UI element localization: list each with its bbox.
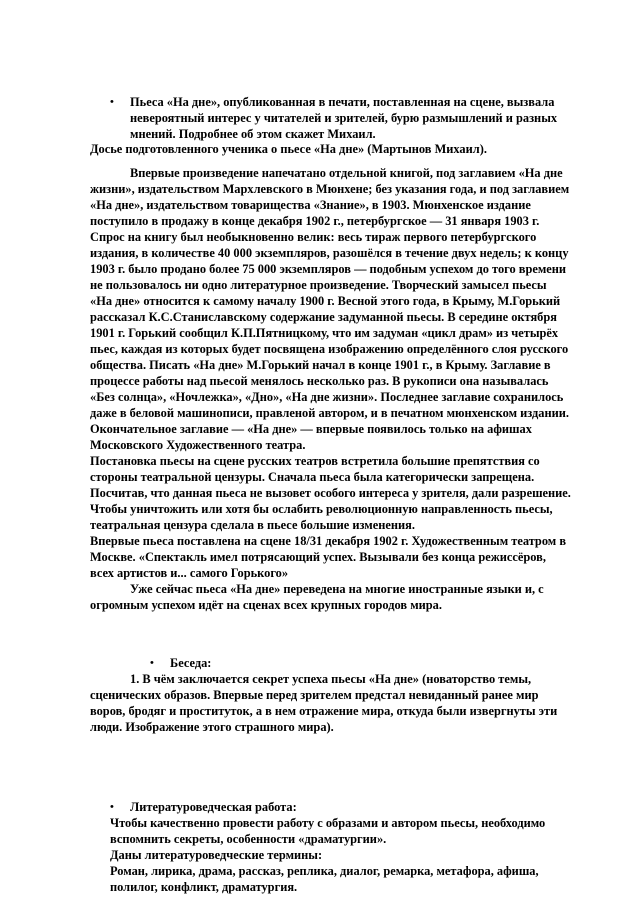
literary-line-4: Роман, лирика, драма, рассказ, реплика, диалог, ремарка, метафора, афиша, [110, 864, 539, 878]
history-line-23: театральная цензура сделала в пьесе большие изменения. [90, 518, 415, 532]
conversation-line-2: сценических образов. Впервые перед зрителем предстал невиданный ранее мир [90, 688, 539, 702]
conversation-heading: Беседа: [170, 656, 212, 670]
history-line-28: огромным успехом идёт на сценах всех крупных городов мира. [90, 598, 442, 612]
history-line-12: пьес, каждая из которых будет посвящена изображению определённого слоя русского [90, 342, 569, 356]
history-line-20: стороны театральной цензуры. Сначала пьеса была категорически запрещена. [90, 470, 535, 484]
intro-line-2: невероятный интерес у читателей и зрителей, бурю размышлений и разных [130, 111, 558, 125]
history-line-17: Окончательное заглавие — «На дне» — впервые появилось только на афишах [90, 422, 532, 436]
conversation-line-4: люди. Изображение этого страшного мира). [90, 720, 334, 734]
bullet-conversation-icon: • [150, 657, 154, 669]
history-line-7: 1903 г. было продано более 75 000 экземпляров — подобным успехом до того времени [90, 262, 567, 276]
history-line-19: Постановка пьесы на сцене русских театров встретила большие препятствия со [90, 454, 540, 468]
history-line-25: Москве. «Спектакль имел потрясающий успех. Вызывали без конца режиссёров, [90, 550, 546, 564]
history-line-3: «На дне», издательством товарищества «Знание», в 1903. Мюнхенское издание [90, 198, 531, 212]
history-line-11: 1901 г. Горький сообщил К.П.Пятницкому, что им задуман «цикл драм» из четырёх [90, 326, 559, 340]
history-line-2: жизни», издательством Мархлевского в Мюнхене; без указания года, и под заглавием [90, 182, 570, 196]
intro-line-1: Пьеса «На дне», опубликованная в печати, поставленная на сцене, вызвала [130, 95, 555, 109]
history-line-6: издания, в количестве 40 000 экземпляров, разошёлся в течение двух недель; к концу [90, 246, 569, 260]
bullet-literary-icon: • [110, 801, 114, 813]
literary-line-5: полилог, конфликт, драматургия. [110, 880, 298, 894]
bullet-intro-icon: • [110, 96, 114, 108]
history-line-8: не пользовалось ни одно литературное произведение. Творческий замысел пьесы [90, 278, 547, 292]
history-line-13: общества. Писать «На дне» М.Горький начал в конце 1901 г., в Крыму. Заглавие в [90, 358, 551, 372]
intro-line-3: мнений. Подробнее об этом скажет Михаил. [130, 127, 376, 141]
conversation-line-3: воров, бродяг и проституток, а в нем отражение мира, откуда были извергнуты эти [90, 704, 558, 718]
conversation-line-1: 1. В чём заключается секрет успеха пьесы «На дне» (новаторство темы, [130, 672, 532, 686]
history-line-14: процессе работы над пьесой менялось несколько раз. В рукописи она называлась [90, 374, 549, 388]
literary-heading: Литературоведческая работа: [130, 800, 297, 814]
history-line-1: Впервые произведение напечатано отдельной книгой, под заглавием «На дне [130, 166, 563, 180]
history-line-16: даже в беловой машинописи, правленой автором, и в печатном мюнхенском издании. [90, 406, 569, 420]
history-line-21: Посчитав, что данная пьеса не вызовет особого интереса у зрителя, дали разрешение. [90, 486, 571, 500]
dossier-line: Досье подготовленного ученика о пьесе «На дне» (Мартынов Михаил). [90, 142, 487, 156]
literary-line-1: Чтобы качественно провести работу с образами и автором пьесы, необходимо [110, 816, 546, 830]
history-line-22: Чтобы уничтожить или хотя бы ослабить революционную направленность пьесы, [90, 502, 553, 516]
history-line-18: Московского Художественного театра. [90, 438, 306, 452]
history-line-9: «На дне» относится к самому началу 1900 г. Весной этого года, в Крыму, М.Горький [90, 294, 561, 308]
history-line-4: поступило в продажу в конце декабря 1902 г., петербургское — 31 января 1903 г. [90, 214, 540, 228]
history-line-26: всех артистов и... самого Горького» [90, 566, 289, 580]
history-line-10: рассказал К.С.Станиславскому содержание задуманной пьесы. В середине октября [90, 310, 557, 324]
literary-line-3: Даны литературоведческие термины: [110, 848, 323, 862]
history-line-15: «Без солнца», «Ночлежка», «Дно», «На дне жизни». Последнее заглавие сохранилось [90, 390, 564, 404]
literary-line-2: вспомнить секреты, особенности «драматургии». [110, 832, 387, 846]
history-line-24: Впервые пьеса поставлена на сцене 18/31 декабря 1902 г. Художественным театром в [90, 534, 567, 548]
history-line-27: Уже сейчас пьеса «На дне» переведена на многие иностранные языки и, с [130, 582, 544, 596]
history-line-5: Спрос на книгу был необыкновенно велик: весь тираж первого петербургского [90, 230, 537, 244]
